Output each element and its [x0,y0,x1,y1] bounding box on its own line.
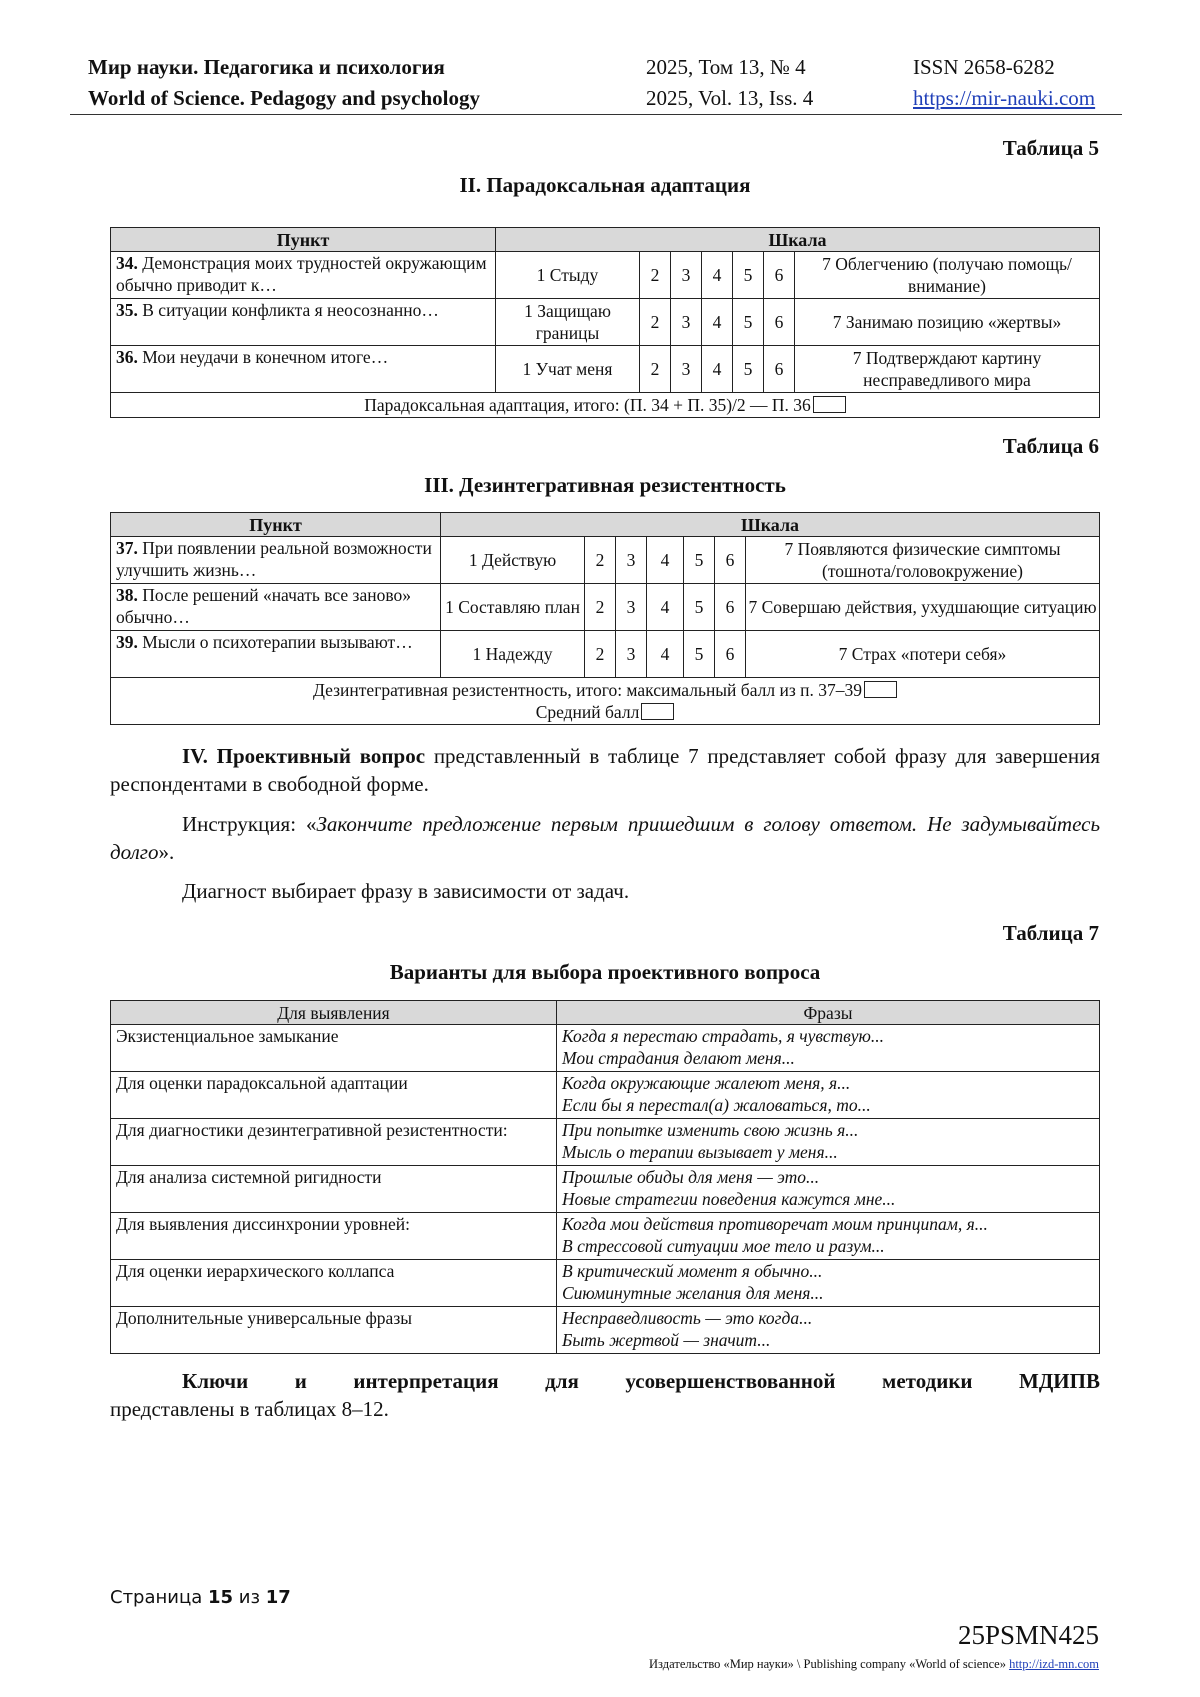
total-formula: Дезинтегративная резистентность, итого: максимальный балл из п. 37–39 [313,680,862,700]
table5-title: II. Парадоксальная адаптация [459,173,751,197]
page-number [110,1587,291,1608]
scale-4: 4 [702,252,733,299]
phrase: Несправедливость — это когда... [562,1308,813,1328]
scale-6: 6 [715,631,746,678]
item-number: 34. [116,253,138,273]
table7-title: Варианты для выбора проективного вопроса [389,960,821,984]
phrases-cell [557,1072,1100,1119]
table7-col-phrases: Фразы [557,1001,1100,1025]
item-number: 35. [116,300,138,320]
scale-2: 2 [585,584,616,631]
item-text: Мои неудачи в конечном итоге… [142,347,389,367]
scale-4: 4 [647,584,684,631]
table5-total [111,393,1100,418]
table5-label: Таблица 5 [1002,136,1099,160]
purpose-cell: Для диагностики дезинтегративной резистентности: [111,1119,557,1166]
scale-low: 1 Надежду [441,631,585,678]
table-row [111,631,1100,678]
average-label: Средний балл [535,702,640,722]
table7-label: Таблица 7 [1002,921,1099,945]
scale-high: 7 Занимаю позицию «жертвы» [795,299,1100,346]
journal-title [88,52,480,114]
phrase: Быть жертвой — значит... [562,1330,771,1350]
scale-low: 1 Стыду [496,252,640,299]
purpose-cell: Для оценки иерархического коллапса [111,1260,557,1307]
scale-5: 5 [733,299,764,346]
table6-total [111,678,1100,725]
page-prefix: Страница [110,1587,208,1608]
phrase: Прошлые обиды для меня — это... [562,1167,820,1187]
journal-title-en: World of Science. Pedagogy and psychology [88,86,481,110]
scale-low: 1 Учат меня [496,346,640,393]
table5 [110,227,1100,418]
item-cell [111,537,441,584]
table-row [111,346,1100,393]
scale-2: 2 [640,299,671,346]
issue-ru: 2025, Том 13, № 4 [646,55,806,79]
item-text: Демонстрация моих трудностей окружающим обычно приводит к… [116,253,487,295]
scale-high: 7 Страх «потери себя» [746,631,1100,678]
scale-5: 5 [733,346,764,393]
scale-6: 6 [715,584,746,631]
phrases-cell [557,1213,1100,1260]
scale-3: 3 [616,584,647,631]
scale-high: 7 Облегчению (получаю помощь/внимание) [795,252,1100,299]
purpose-cell: Экзистенциальное замыкание [111,1025,557,1072]
scale-2: 2 [585,631,616,678]
item-cell [111,252,496,299]
phrases-cell [557,1119,1100,1166]
diagnost-paragraph: Диагност выбирает фразу в зависимости от задач. [182,879,630,903]
scale-4: 4 [702,346,733,393]
scale-high: 7 Подтверждают картину несправедливого мира [795,346,1100,393]
scale-2: 2 [640,252,671,299]
purpose-cell: Для оценки парадоксальной адаптации [111,1072,557,1119]
table6-col-item: Пункт [111,513,441,537]
item-cell [111,584,441,631]
closing-paragraph [110,1367,1100,1423]
phrases-cell [557,1025,1100,1072]
scale-2: 2 [640,346,671,393]
scale-low: 1 Защищаю границы [496,299,640,346]
scale-2: 2 [585,537,616,584]
phrases-cell [557,1307,1100,1354]
table5-col-item: Пункт [111,228,496,252]
publisher-line [649,1657,1099,1672]
scale-4: 4 [647,537,684,584]
item-text: Мысли о психотерапии вызывают… [142,632,413,652]
scale-6: 6 [764,346,795,393]
scale-5: 5 [684,537,715,584]
phrase: Если бы я перестал(а) жаловаться, то... [562,1095,871,1115]
score-box[interactable] [864,681,897,698]
scale-5: 5 [684,584,715,631]
table-row [111,1213,1100,1260]
issue-en: 2025, Vol. 13, Iss. 4 [646,86,814,110]
article-code: 25PSMN425 [957,1620,1099,1650]
page-mid: из [233,1587,266,1608]
table-row [111,299,1100,346]
scale-3: 3 [616,537,647,584]
section4-text: представленный в таблице 7 представляет собой фразу для завершения респондентами в свободной форме. [110,744,1100,796]
closing-text: представлены в таблицах 8–12. [110,1397,389,1421]
purpose-cell: Для выявления диссинхронии уровней: [111,1213,557,1260]
page-total: 17 [265,1587,291,1608]
instruction-end: ». [158,840,175,864]
table6 [110,512,1100,725]
table-row [111,584,1100,631]
instruction-paragraph [110,810,1100,866]
phrase: Когда я перестаю страдать, я чувствую... [562,1026,884,1046]
issn: ISSN 2658-6282 [913,55,1055,79]
item-number: 37. [116,538,138,558]
purpose-cell: Дополнительные универсальные фразы [111,1307,557,1354]
instruction-text: Закончите предложение первым пришедшим в голову ответом. Не задумывайтесь долго [110,812,1101,864]
item-text: При появлении реальной возможности улучшить жизнь… [116,538,432,580]
table6-title: III. Дезинтегративная резистентность [424,473,786,497]
total-formula: Парадоксальная адаптация, итого: (П. 34 + П. 35)/2 — П. 36 [364,395,811,415]
scale-4: 4 [647,631,684,678]
table5-col-scale: Шкала [496,228,1100,252]
scale-3: 3 [671,299,702,346]
item-number: 36. [116,347,138,367]
issue-info [646,52,813,114]
item-number: 38. [116,585,138,605]
table7 [110,1000,1100,1354]
journal-title-ru: Мир науки. Педагогика и психология [88,55,445,79]
scale-4: 4 [702,299,733,346]
page-current: 15 [207,1587,234,1608]
publisher-link[interactable]: http://izd-mn.com [1009,1657,1099,1671]
item-cell [111,631,441,678]
phrase: Когда окружающие жалеют меня, я... [562,1073,851,1093]
section4-heading: IV. Проективный вопрос [182,744,426,768]
scale-3: 3 [671,252,702,299]
scale-low: 1 Действую [441,537,585,584]
phrase: Когда мои действия противоречат моим принципам, я... [562,1214,988,1234]
table-row [111,1025,1100,1072]
item-number: 39. [116,632,138,652]
scale-low: 1 Составляю план [441,584,585,631]
instruction-label: Инструкция: « [182,812,317,836]
table6-label: Таблица 6 [1002,434,1099,458]
closing-bold: Ключи и интерпретация для усовершенствованной методики МДИПВ [182,1369,1100,1393]
phrase: Мысль о терапии вызывает у меня... [562,1142,838,1162]
item-text: В ситуации конфликта я неосознанно… [142,300,439,320]
scale-5: 5 [684,631,715,678]
scale-3: 3 [616,631,647,678]
issn-block [913,52,1095,114]
phrase: При попытке изменить свою жизнь я... [562,1120,859,1140]
table-row [111,537,1100,584]
phrase: Новые стратегии поведения кажутся мне... [562,1189,896,1209]
average-box[interactable] [641,703,674,720]
table-row [111,1166,1100,1213]
item-text: После решений «начать все заново» обычно… [116,585,411,627]
item-cell [111,299,496,346]
phrase: Мои страдания делают меня... [562,1048,795,1068]
phrase: Сиюминутные желания для меня... [562,1283,824,1303]
scale-6: 6 [715,537,746,584]
item-cell [111,346,496,393]
phrase: В критический момент я обычно... [562,1261,823,1281]
page-header [70,48,1122,115]
scale-3: 3 [671,346,702,393]
table6-col-scale: Шкала [441,513,1100,537]
scale-6: 6 [764,299,795,346]
phrase: В стрессовой ситуации мое тело и разум... [562,1236,885,1256]
table-row [111,1307,1100,1354]
table7-col-purpose: Для выявления [111,1001,557,1025]
section4-paragraph [110,742,1100,798]
table-row [111,1119,1100,1166]
phrases-cell [557,1166,1100,1213]
scale-high: 7 Совершаю действия, ухудшающие ситуацию [746,584,1100,631]
purpose-cell: Для анализа системной ригидности [111,1166,557,1213]
table-row [111,252,1100,299]
table-row [111,1260,1100,1307]
scale-high: 7 Появляются физические симптомы (тошнота/головокружение) [746,537,1100,584]
score-box[interactable] [813,396,846,413]
journal-link[interactable]: https://mir-nauki.com [913,86,1096,110]
phrases-cell [557,1260,1100,1307]
table-row [111,1072,1100,1119]
scale-5: 5 [733,252,764,299]
scale-6: 6 [764,252,795,299]
publisher-text: Издательство «Мир науки» \ Publishing company «World of science» [649,1657,1010,1671]
